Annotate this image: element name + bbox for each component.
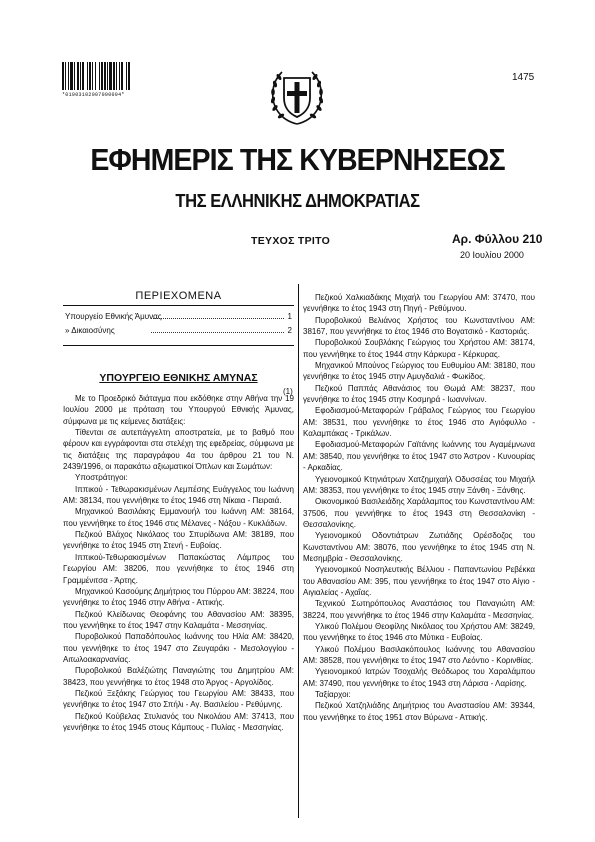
paragraph: Υλικού Πολέμου Βασιλακόπουλος Ιωάννης του Αθανασίου ΑΜ: 38528, που γεννήθηκε το έτος 1947 στο Λεόντιο - Κορινθίας. (303, 644, 535, 665)
paragraph: Με το Προεδρικό διάταγμα που εκδόθηκε στην Αθήνα την 19 Ιουλίου 2000 με πρόταση του Υπουργού Εθνικής Άμυνας, σύμφωνα με τις κείμενες διατάξεις: (63, 394, 294, 426)
barcode-bar (62, 62, 64, 90)
paragraph: Πυροβολικού Βαλέζιώτης Παναγιώτης του Δημητρίου ΑΜ: 38423, που γεννήθηκε το έτος 1948 στο Άργος - Αργολίδος. (63, 666, 294, 687)
paragraph: Τεχνικού Σωτηρόπουλος Αναστάσιος του Παναγιώτη ΑΜ: 38224, που γεννήθηκε το έτος 1946 στην Καλαμάτα - Μεσσηνίας. (303, 599, 535, 620)
gazette-title: ΕΦΗΜΕΡΙΣ ΤΗΣ ΚΥΒΕΡΝΗΣΕΩΣ (90, 142, 505, 177)
toc-label: Υπουργείο Εθνικής Άμυνας (65, 312, 162, 321)
paragraph: Μηχανικού Μπούνος Γεώργιος του Ευθυμίου ΑΜ: 38180, που γεννήθηκε το έτος 1945 στην Αμυγδαλιά - Φωκίδος. (303, 361, 535, 382)
toc-heading: ΠΕΡΙΕΧΟΜΕΝΑ (135, 290, 222, 302)
paragraph: Τίθενται σε αυτεπάγγελτη αποστρατεία, με το βαθμό που φέρουν και εγγράφονται στα στελέχη της εφεδρείας, σύμφωνα με τις διατάξεις της παραγράφου 4α του άρθρου 21 του Ν. 2439/1996, οι παρακάτω αξιωματικοί Όπλων και Σωμάτων: (63, 428, 294, 472)
paragraph: Ιππικού - Τεθωρακισμένων Λεμπέσης Ευάγγελος του Ιωάννη ΑΜ: 38134, που γεννήθηκε το έτος 1946 στη Νίκαια - Πειραιά. (63, 484, 294, 506)
barcode (62, 62, 144, 90)
paragraph: Πεζικού Κλείδωνας Θεοφάνης του Αθανασίου ΑΜ: 38395, που γεννήθηκε το έτος 1947 στην Καλαμάτα - Μεσσηνίας. (63, 609, 294, 630)
right-column (303, 292, 535, 723)
paragraph: Υγειονομικού Ιατρών Τσοχαλής Θεόδωρος του Χαραλάμπου ΑΜ: 37490, που γεννήθηκε το έτος 1943 στη Λάρισα - Λαρίσης. (303, 667, 535, 688)
paragraph: Υγειονομικού Κτηνιάτρων Χατζημιχαήλ Οδυσσέας του Μιχαήλ ΑΜ: 38353, που γεννήθηκε το έτος 1945 στην Ξάνθη - Ξάνθης. (303, 474, 535, 495)
barcode-bar (119, 62, 120, 90)
barcode-bar (104, 62, 106, 90)
barcode-bar (99, 62, 100, 90)
sheet-number: Αρ. Φύλλου 210 (452, 232, 543, 246)
decision-number: (1) (283, 387, 293, 396)
toc-leader (151, 318, 284, 319)
toc-leader (151, 332, 284, 333)
paragraph: Πεζικού Κούβελας Στυλιανός του Νικολάου ΑΜ: 37413, που γεννήθηκε το έτος 1945 στους Κάμπους - Πυλίας - Μεσσηνίας. (63, 711, 294, 732)
barcode-bar (92, 62, 93, 90)
paragraph: Πεζικού Βλάχος Νικόλαος του Σπυρίδωνα ΑΜ: 38189, που γεννήθηκε το έτος 1945 στη Στενή - Ευβοίας. (63, 530, 294, 551)
toc-divider (63, 305, 294, 306)
barcode-bar (101, 62, 103, 90)
toc-page: 2 (287, 326, 292, 335)
paragraph: Υλικού Πολέμου Θεοφίλης Νικόλαος του Χρήστου ΑΜ: 38249, που γεννήθηκε το έτος 1946 στο Μύτικα - Ευβοίας. (303, 621, 535, 643)
barcode-bar (70, 62, 73, 90)
paragraph: Οικονομικού Βασιλειάδης Χαράλαμπος του Κωνσταντίνου ΑΜ: 37506, που γεννήθηκε το έτος 1943 στη Θεσσαλονίκη - Θεσσαλονίκης. (303, 497, 535, 529)
paragraph: Υγειονομικού Νοσηλευτικής Βέλλιου - Παπαντωνίου Ρεβέκκα του Αθανασίου ΑΜ: 395, που γεννήθηκε το έτος 1947 στο Αίγιο - Αιγιαλείας - Αχαΐας. (303, 565, 535, 597)
toc-label: » Δικαιοσύνης (65, 326, 115, 335)
barcode-bar (65, 62, 66, 90)
paragraph: Πυροβολικού Σουβλάκης Γεώργιος του Χρήστου ΑΜ: 38174, που γεννήθηκε το έτος 1944 στην Κάρκυρα - Κέρκυρας. (303, 338, 535, 359)
paragraph: Μηχανικού Βασιλάκης Εμμανουήλ του Ιωάννη ΑΜ: 38164, που γεννήθηκε το έτος 1946 στις Μέλανες - Νάξου - Κυκλάδων. (63, 507, 294, 528)
paragraph: Εφοδιασμού-Μεταφορών Γαϊτάνης Ιωάννης του Αγαμέμνωνα ΑΜ: 38540, που γεννήθηκε το έτος 1947 στο Άστρον - Κυνουρίας - Αρκαδίας. (303, 440, 535, 473)
barcode-bar (109, 62, 112, 90)
toc-bottom-divider (63, 345, 294, 346)
barcode-bar (113, 62, 115, 90)
barcode-bar (80, 62, 81, 90)
barcode-bar (107, 62, 108, 90)
ministry-heading (63, 372, 294, 384)
barcode-number: *01003102007000004* (62, 92, 125, 98)
paragraph: Πυροβολικού Βελιάνος Χρήστος του Κωνσταντίνου ΑΜ: 38167, που γεννήθηκε το έτος 1946 στο Βογατσικό - Καστοριάς. (303, 315, 535, 337)
barcode-bar (68, 62, 69, 90)
barcode-bar (128, 62, 130, 90)
paragraph: Εφοδιασμού-Μεταφορών Γράβαλος Γεώργιος του Γεωργίου ΑΜ: 38531, που γεννήθηκε το έτος 1946 στο Αγιόφυλλο - Καλαμπάκας - Τρικάλων. (303, 406, 535, 439)
left-column (63, 393, 294, 733)
barcode-bar (116, 62, 117, 90)
gazette-subtitle: ΤΗΣ ΕΛΛΗΝΙΚΗΣ ΔΗΜΟΚΡΑΤΙΑΣ (175, 191, 420, 211)
barcode-bar (77, 62, 79, 90)
column-divider (298, 284, 299, 818)
paragraph: Ταξίαρχοι: (315, 690, 351, 700)
page-number: 1475 (512, 72, 535, 83)
paragraph: Πεζικού Χαλκιαδάκης Μιχαήλ του Γεωργίου ΑΜ: 37470, που γεννήθηκε το έτος 1943 στη Πηγή - Ρεθύμνου. (303, 293, 535, 314)
barcode-bar (74, 62, 75, 90)
paragraph: Πεζικού Παππάς Αθανάσιος του Θωμά ΑΜ: 38237, που γεννήθηκε το έτος 1945 στην Κοσμηρά - Ιωαννίνων. (303, 383, 535, 405)
paragraph: Ιππικού-Τεθωρακισμένων Παπακώστας Λάμπρος του Γεωργίου ΑΜ: 38206, που γεννήθηκε το έτος 1946 στη Γραμμένιτσα - Άρτης. (63, 552, 294, 585)
barcode-bar (121, 62, 123, 90)
barcode-bar (89, 62, 91, 90)
barcode-bar (82, 62, 84, 90)
paragraph: Πεζικού Χατζηλιάδης Δημήτριος του Αναστασίου ΑΜ: 39344, που γεννήθηκε το έτος 1951 στον Βύρωνα - Αττικής. (303, 701, 535, 722)
barcode-bar (95, 62, 96, 90)
paragraph: Πεζικού Ξεξάκης Γεώργιος του Γεωργίου ΑΜ: 38433, που γεννήθηκε το έτος 1947 στο Σπήλι - Αγ. Βασιλείου - Ρεθύμνης. (63, 688, 294, 710)
paragraph: Μηχανικού Κασούμης Δημήτριος του Πύρρου ΑΜ: 38224, που γεννήθηκε το έτος 1946 στην Αθήνα - Αττικής. (63, 586, 294, 608)
paragraph: Υποστράτηγοι: (75, 473, 128, 483)
ministry-heading-text: ΥΠΟΥΡΓΕΙΟ ΕΘΝΙΚΗΣ ΑΜΥΝΑΣ (99, 372, 258, 384)
barcode-graphic (62, 62, 144, 90)
issue-volume: ΤΕΥΧΟΣ ΤΡΙΤΟ (251, 235, 331, 247)
coat-of-arms-emblem (266, 66, 328, 128)
barcode-bar (126, 62, 127, 90)
barcode-bar (87, 62, 88, 90)
paragraph: Πυροβολικού Παπαδόπουλος Ιωάννης του Ηλία ΑΜ: 38420, που γεννήθηκε το έτος 1947 στο Ζευγαράκι - Μεσολογγίου - Αιτωλοακαρνανίας. (63, 632, 294, 664)
toc-page: 1 (287, 312, 292, 321)
issue-date: 20 Ιουλίου 2000 (460, 250, 524, 260)
paragraph: Υγειονομικού Οδοντιάτρων Ζωτιάδης Ορέσδοζος του Κωνσταντίνου ΑΜ: 38076, που γεννήθηκε το έτος 1945 στη Ν. Μεσημβρία - Θεσσαλονίκης. (303, 531, 535, 563)
